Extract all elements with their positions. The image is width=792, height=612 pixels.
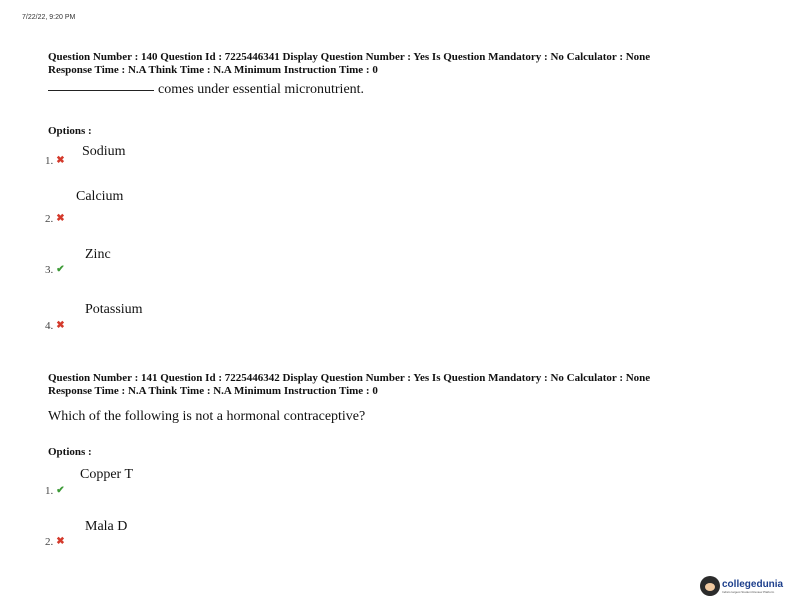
fill-blank-line xyxy=(48,90,154,91)
collegedunia-logo xyxy=(700,576,783,596)
question-140-text xyxy=(48,82,364,98)
meta-line-1: Question Number : 140 Question Id : 7225446341 Display Question Number : Yes Is Question Mandatory : No Calculator : None xyxy=(48,51,651,63)
option-number: 3. xyxy=(45,264,54,276)
option-number-4 xyxy=(45,320,65,332)
question-140-meta xyxy=(48,51,650,77)
check-icon: ✔ xyxy=(56,264,65,275)
cross-icon: ✖ xyxy=(56,213,65,224)
option-text: Zinc xyxy=(85,247,111,262)
cross-icon: ✖ xyxy=(56,320,65,331)
question-text: comes under essential micronutrient. xyxy=(158,82,365,97)
question-141-meta xyxy=(48,372,650,398)
cross-icon: ✖ xyxy=(56,155,65,166)
option-number: 1. xyxy=(45,155,54,167)
option-number-2 xyxy=(45,536,65,548)
option-text: Mala D xyxy=(85,519,128,534)
option-text: Copper T xyxy=(80,467,134,482)
cross-icon: ✖ xyxy=(56,536,65,547)
option-number-1 xyxy=(45,155,65,167)
options-label: Options : xyxy=(48,125,92,137)
option-number: 1. xyxy=(45,485,54,497)
question-141-text: Which of the following is not a hormonal contraceptive? xyxy=(48,409,366,424)
option-number: 2. xyxy=(45,536,54,548)
option-number-1 xyxy=(45,485,65,497)
logo-name: collegedunia xyxy=(722,578,784,590)
meta-line-2: Response Time : N.A Think Time : N.A Minimum Instruction Time : 0 xyxy=(48,64,378,76)
meta-line-2: Response Time : N.A Think Time : N.A Minimum Instruction Time : 0 xyxy=(48,385,378,397)
meta-line-1: Question Number : 141 Question Id : 7225446342 Display Question Number : Yes Is Question Mandatory : No Calculator : None xyxy=(48,372,651,384)
option-number: 4. xyxy=(45,320,54,332)
print-timestamp: 7/22/22, 9:20 PM xyxy=(22,14,76,21)
option-number: 2. xyxy=(45,213,54,225)
option-text: Potassium xyxy=(85,302,143,317)
option-text: Sodium xyxy=(82,144,126,159)
check-icon: ✔ xyxy=(56,485,65,496)
option-text: Calcium xyxy=(76,189,124,204)
options-label: Options : xyxy=(48,446,92,458)
logo-tagline: India's largest Student Review Platform xyxy=(722,589,775,594)
option-number-3 xyxy=(45,264,65,276)
option-number-2 xyxy=(45,213,65,225)
mascot-icon xyxy=(700,576,720,596)
